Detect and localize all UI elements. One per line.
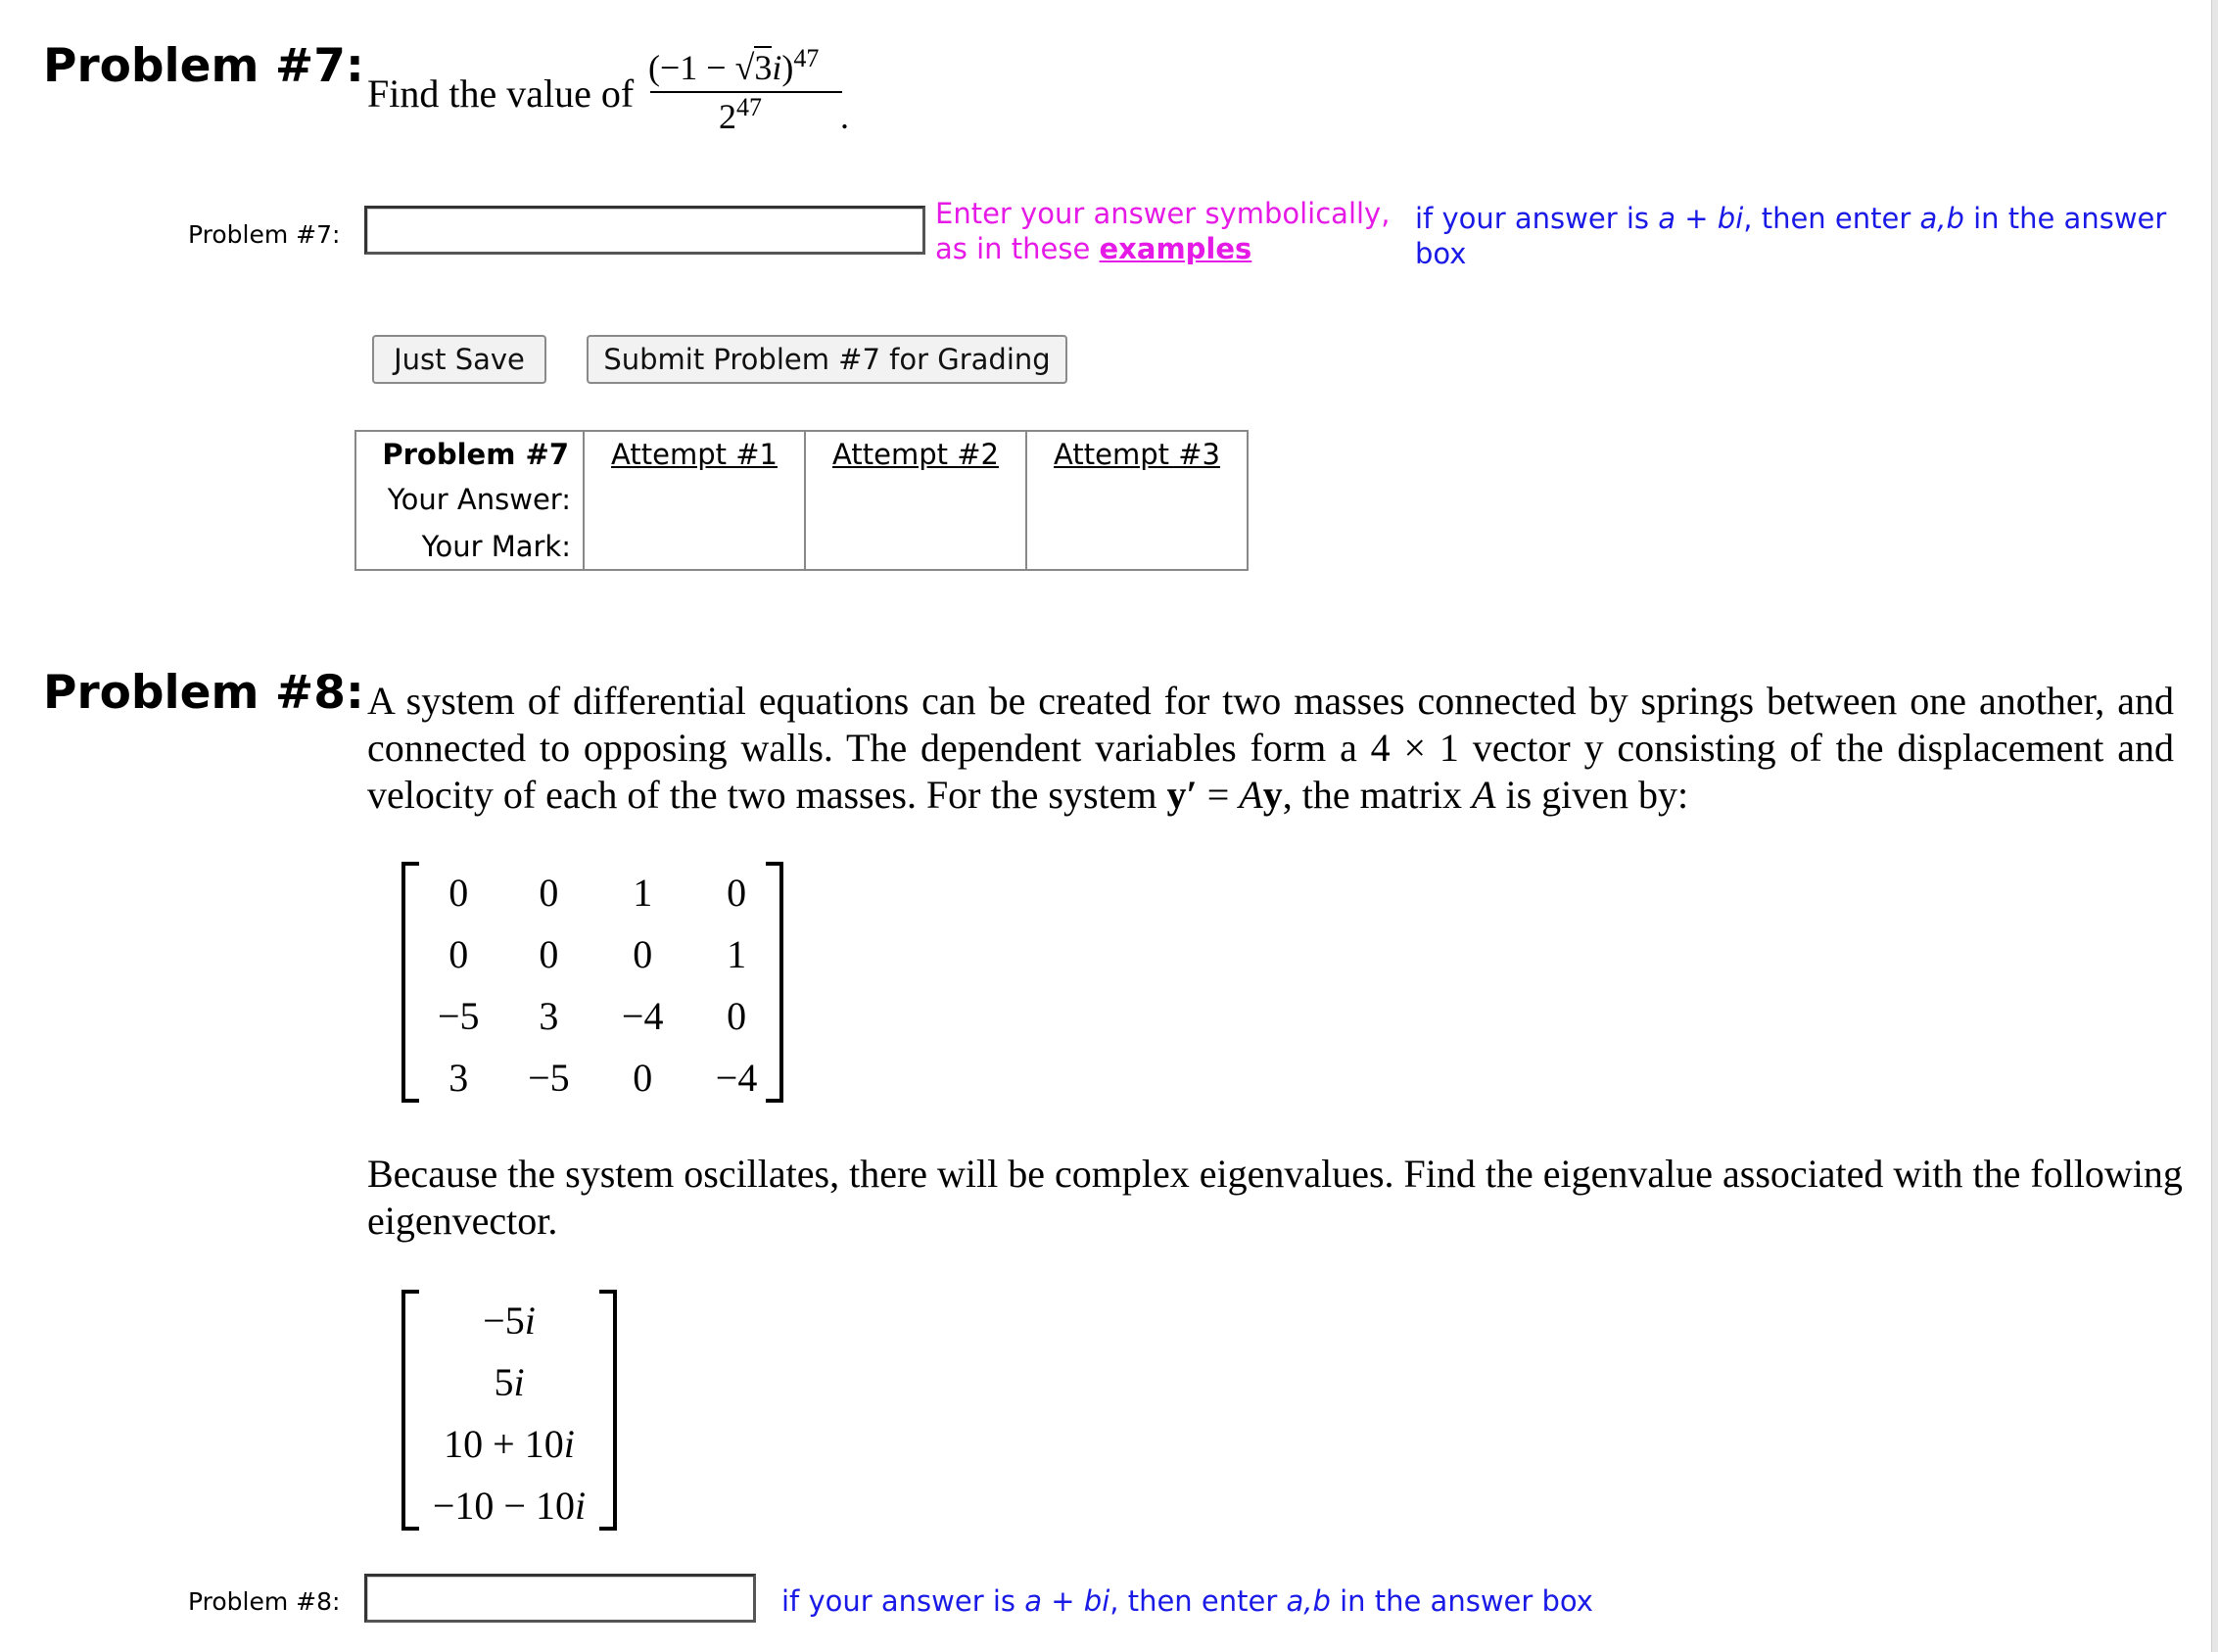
matrix-cell: 3 (539, 994, 559, 1038)
your-answer-label: Your Answer: (355, 476, 584, 523)
problem-8-complex-hint (781, 1583, 1593, 1619)
attempt-2-link[interactable]: Attempt #2 (832, 437, 999, 471)
complex-hint-line1 (1415, 201, 2166, 236)
problem-7-answer-input[interactable] (364, 206, 925, 255)
problem-8-eigen-text (367, 1151, 2183, 1245)
attempts-table (354, 430, 1249, 571)
matrix-cell: 0 (633, 932, 653, 976)
complex-hint-line2: box (1415, 237, 1467, 270)
numerator-open: (−1 − (648, 48, 735, 87)
y-symbol: y (1262, 773, 1283, 817)
matrix-cell: −4 (621, 994, 664, 1038)
vector-entry (411, 1413, 607, 1475)
hint-var-a: a (1024, 1584, 1043, 1618)
matrix-a-symbol: A (1239, 773, 1263, 817)
hint-text: if your answer is (781, 1584, 1025, 1618)
problem-7-fraction (648, 39, 849, 147)
hint-var-ab: a,b (1286, 1584, 1331, 1618)
problem-7-complex-hint (1415, 201, 2166, 271)
matrix-cell: −5 (437, 994, 480, 1038)
fraction-numerator (648, 44, 819, 88)
symbolic-hint-prefix: as in these (935, 232, 1100, 265)
matrix-cell: 0 (448, 871, 469, 915)
sqrt-symbol: √ (734, 48, 755, 87)
intro-line-3 (367, 772, 2174, 819)
intro-text: , the matrix (1282, 773, 1473, 817)
vector-entry (411, 1290, 607, 1351)
matrix-a-symbol: A (1472, 773, 1496, 817)
hint-text: if your answer is (1415, 202, 1659, 235)
problem-8-heading: Problem #8: (43, 666, 364, 720)
vector-entry (411, 1475, 607, 1536)
vector-entry (411, 1351, 607, 1413)
your-mark-label: Your Mark: (355, 523, 584, 570)
matrix-cell: 0 (727, 871, 747, 915)
hint-text: , then enter (1743, 202, 1920, 235)
eigenvector (401, 1290, 617, 1531)
symbolic-hint-line2 (935, 231, 1390, 266)
entry-imaginary-unit: i (575, 1484, 587, 1528)
imaginary-unit: i (772, 48, 782, 87)
attempt-1-mark (584, 523, 805, 570)
problem-8-answer-label: Problem #8: (188, 1587, 341, 1616)
entry-imaginary-unit: i (513, 1360, 525, 1404)
matrix-cell: 0 (539, 871, 559, 915)
matrix-a (401, 862, 783, 1103)
fraction-denominator (719, 93, 762, 137)
just-save-button[interactable]: Just Save (372, 335, 546, 384)
problem-7-symbolic-hint (935, 196, 1390, 266)
attempt-3-link[interactable]: Attempt #3 (1054, 437, 1220, 471)
hint-var-ab: a,b (1919, 202, 1964, 235)
entry-number: −10 − 10 (432, 1484, 575, 1528)
matrix-cell: −4 (715, 1056, 758, 1100)
entry-number: 10 + 10 (444, 1422, 564, 1466)
matrix-cell: 0 (727, 994, 747, 1038)
problem-7-find-text: Find the value of (367, 71, 635, 116)
problem-8-intro (367, 678, 2174, 819)
entry-imaginary-unit: i (563, 1422, 575, 1466)
symbolic-hint-line1: Enter your answer symbolically, (935, 197, 1391, 230)
entry-imaginary-unit: i (524, 1298, 536, 1343)
hint-plus: + (1675, 202, 1718, 235)
submit-grading-button[interactable]: Submit Problem #7 for Grading (587, 335, 1067, 384)
page-scrollbar[interactable] (2211, 0, 2218, 1652)
matrix-cell: 1 (727, 932, 747, 976)
matrix-cell: 1 (633, 871, 653, 915)
hint-text: in the answer (1963, 202, 2167, 235)
intro-line-1: A system of differential equations can be created for two masses connected by springs between one another, and (367, 679, 2174, 723)
sqrt-content: 3 (754, 48, 773, 87)
matrix-cell: 0 (633, 1056, 653, 1100)
attempt-2-answer (805, 476, 1026, 523)
problem-7-answer-label: Problem #7: (188, 220, 341, 249)
problem-7-heading: Problem #7: (43, 39, 364, 93)
equals-symbol: = (1197, 773, 1240, 817)
examples-link[interactable]: examples (1099, 232, 1252, 265)
hint-var-bi: bi (1083, 1584, 1110, 1618)
attempt-1-link[interactable]: Attempt #1 (611, 437, 778, 471)
denominator-base: 2 (719, 97, 736, 136)
y-prime-symbol: y′ (1166, 773, 1198, 817)
hint-plus: + (1042, 1584, 1084, 1618)
eigen-text-line-1: Because the system oscillates, there will be complex eigenvalues. Find the eigenvalue associated with the following (367, 1152, 2183, 1196)
attempt-1-answer (584, 476, 805, 523)
hint-text: , then enter (1109, 1584, 1287, 1618)
hint-var-a: a (1658, 202, 1676, 235)
attempt-2-mark (805, 523, 1026, 570)
fraction-trailing-period: . (840, 97, 849, 136)
intro-line-2: connected to opposing walls. The dependent variables form a 4 × 1 vector y consisting of the displacement and (367, 726, 2174, 770)
entry-number: 5 (494, 1360, 514, 1404)
attempt-3-mark (1026, 523, 1248, 570)
attempts-table-header: Problem #7 (355, 431, 584, 476)
attempt-3-answer (1026, 476, 1248, 523)
matrix-cell: 0 (448, 932, 469, 976)
matrix-cell: 3 (448, 1056, 469, 1100)
eigen-text-line-2: eigenvector. (367, 1199, 558, 1243)
problem-8-answer-input[interactable] (364, 1574, 756, 1623)
intro-text: is given by: (1495, 773, 1689, 817)
hint-text: in the answer box (1330, 1584, 1593, 1618)
matrix-cell: −5 (528, 1056, 570, 1100)
matrix-cell: 0 (539, 932, 559, 976)
numerator-exponent: 47 (793, 44, 820, 72)
hint-var-bi: bi (1717, 202, 1744, 235)
entry-number: −5 (483, 1298, 525, 1343)
close-paren: ) (781, 48, 794, 87)
denominator-exponent: 47 (736, 93, 762, 121)
intro-text: velocity of each of the two masses. For the system (367, 773, 1167, 817)
